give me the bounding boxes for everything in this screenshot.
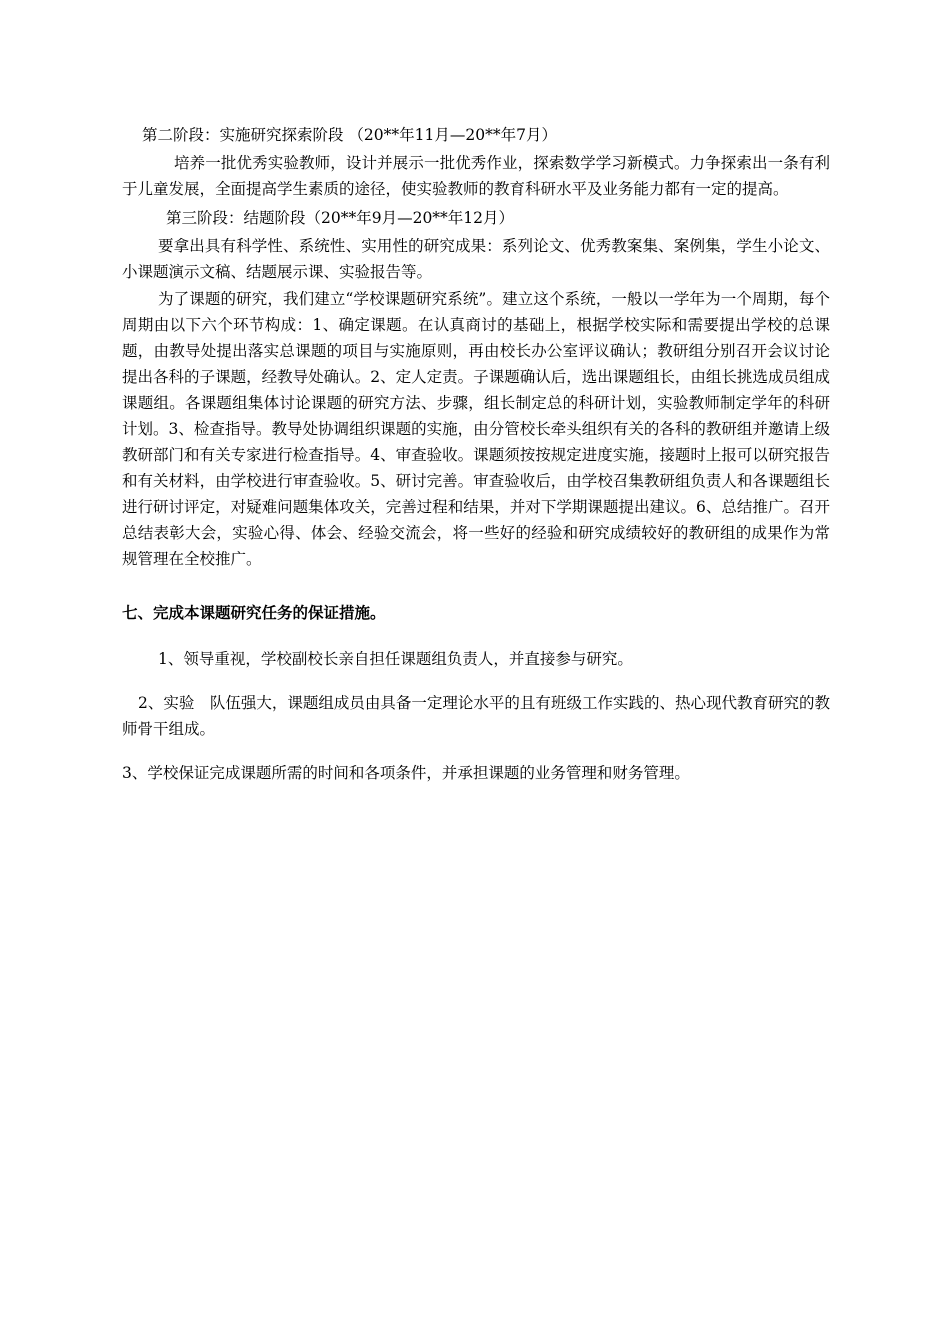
- measure-3: 3、学校保证完成课题所需的时间和各项条件，并承担课题的业务管理和财务管理。: [122, 764, 690, 782]
- stage2-title: 第二阶段：实施研究探索阶段 （20**年11月—20**年7月）: [142, 126, 557, 144]
- research-system-paragraph: 为了课题的研究，我们建立“学校课题研究系统”。建立这个系统，一般以一学年为一个周期，每个周期由以下六个环节构成：1、确定课题。在认真商讨的基础上，根据学校实际和需要提出学校的总课题，由教导处提出落实总课题的项目与实施原则，再由校长办公室评议确认；教研组分别召开会议讨论提出各科的子课题，经教导处确认。2、定人定责。子课题确认后，选出课题组长，由组长挑选成员组成课题组。各课题组集体讨论课题的研究方法、步骤，组长制定总的科研计划，实验教师制定学年的科研计划。3、检查指导。教导处协调组织课题的实施，由分管校长牵头组织有关的各科的教研组并邀请上级教研部门和有关专家进行检查指导。4、审查验收。课题须按按规定进度实施，接题时上报可以研究报告和有关材料，由学校进行审查验收。5、研讨完善。审查验收后，由学校召集教研组负责人和各课题组长进行研讨评定，对疑难问题集体攻关，完善过程和结果，并对下学期课题提出建议。6、总结推广。召开总结表彰大会，实验心得、体会、经验交流会，将一些好的经验和研究成绩较好的教研组的成果作为常规管理在全校推广。: [122, 290, 830, 568]
- document-page: [122, 122, 830, 786]
- section-7-heading: 七、完成本课题研究任务的保证措施。: [122, 604, 386, 622]
- stage3-title: 第三阶段：结题阶段（20**年9月—20**年12月）: [166, 209, 515, 227]
- stage3-body: 要拿出具有科学性、系统性、实用性的研究成果：系列论文、优秀教案集、案例集，学生小论文、小课题演示文稿、结题展示课、实验报告等。: [122, 237, 830, 281]
- stage2-body: 培养一批优秀实验教师，设计并展示一批优秀作业，探索数学学习新模式。力争探索出一条有利于儿童发展，全面提高学生素质的途径，使实验教师的教育科研水平及业务能力都有一定的提高。: [122, 154, 830, 198]
- measure-2: 2、实验 队伍强大，课题组成员由具备一定理论水平的且有班级工作实践的、热心现代教育研究的教师骨干组成。: [122, 694, 830, 738]
- measure-1: 1、领导重视，学校副校长亲自担任课题组负责人，并直接参与研究。: [158, 650, 633, 668]
